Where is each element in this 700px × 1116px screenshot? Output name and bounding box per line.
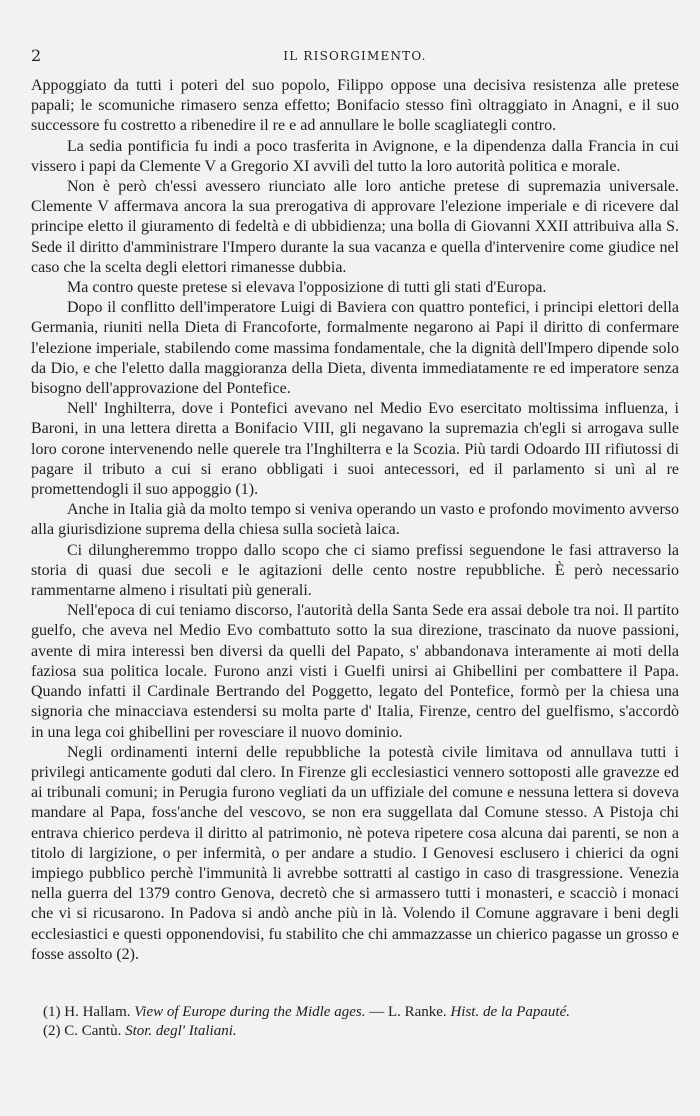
footnote <box>43 1022 679 1041</box>
footnote <box>43 1003 679 1022</box>
paragraph: Appoggiato da tutti i poteri del suo popolo, Filippo oppose una decisiva resistenza alle pretese papali; le scomuniche rimasero senza effetto; Bonifacio stesso finì oltraggiato in Anagni, e il suo successore fu costretto a ribenedire il re e ad annullare le bolle scagliategli contro. <box>31 77 679 135</box>
paragraph: Dopo il conflitto dell'imperatore Luigi di Baviera con quattro pontefici, i principi elettori della Germania, riuniti nella Dieta di Francoforte, formalmente negarono ai Papi il diritto di confermare l'elezione imperiale, stabilendo come massima fondamentale, che la dignità dell'Impero dipende solo da Dio, e che l'eletto dalla maggioranza della Dieta, diventa immediatamente re ed imperatore senza bisogno dell'approvazione del Pontefice. <box>31 299 679 398</box>
page-number: 2 <box>31 46 42 65</box>
footnote-marker: (1) <box>43 1003 61 1020</box>
paragraph: Anche in Italia già da molto tempo si veniva operando un vasto e profondo movimento avverso alla giurisdizione suprema della chiesa sulla società laica. <box>31 501 679 539</box>
footnote-separator: — <box>369 1003 385 1020</box>
footnotes <box>31 1003 679 1041</box>
book-page <box>31 0 679 1116</box>
paragraph: Ma contro queste pretese si elevava l'opposizione di tutti gli stati d'Europa. <box>67 279 547 297</box>
paragraph: Non è però ch'essi avessero riunciato alle loro antiche pretese di supremazia universale. Clemente V affermava ancora la sua prerogativa di approvare l'elezione imperiale e di ricevere dal principe eletto il giuramento di fedeltà e di ubbidienza; una bolla di Giovanni XXII attribuiva alla S. Sede il diritto d'amministrare l'Impero durante la sua vacanza e quella d'intervenire come giudice nel caso che la scelta degli elettori rimanesse dubbia. <box>31 178 679 276</box>
footnote-author: L. Ranke. <box>387 1003 447 1020</box>
footnote-title: View of Europe during the Midle ages. <box>134 1003 366 1020</box>
footnote-author: H. Hallam. <box>64 1003 131 1020</box>
paragraph: Negli ordinamenti interni delle repubbliche la potestà civile limitava od annullava tutti i privilegi anticamente goduti dal clero. In Firenze gli ecclesiastici vennero sottoposti alle gravezze ed ai tribunali comuni; in Perugia furono vegliati da un uffiziale del comune e nessuna lettera si doveva mandare al Papa, foss'anche del vescovo, se non era suggellata dal Comune stesso. A Pistoja chi entrava chierico perdeva il diritto al patrimonio, nè poteva ripetere cosa alcuna dai parenti, se non a titolo di largizione, o per infermità, o per andare a studio. I Genovesi esclusero i chierici da ogni impiego pubblico perchè l'immunità li avrebbe sottratti al castigo in caso di trasgressione. Venezia nella guerra del 1379 contro Genova, decretò che si armassero tutti i monasteri, e scacciò i monaci che vi si ricusarono. In Padova si andò anche più in là. Volendo il Comune aggravare i beni degli ecclesiastici e questi opponendovisi, fu stabilito che chi ammazzasse un chierico pagasse un grosso e fosse assolto (2). <box>31 743 679 963</box>
paragraph: Ci dilungheremmo troppo dallo scopo che ci siamo prefissi seguendone le fasi attraverso la storia di quasi due secoli e le agitazioni delle cento nostre repubbliche. È però necessario rammentarne almeno i risultati più generali. <box>31 541 679 600</box>
footnote-author: C. Cantù. <box>64 1022 122 1039</box>
paragraph: Nell' Inghilterra, dove i Pontefici avevano nel Medio Evo esercitato moltissima influenza, i Baroni, in una lettera diretta a Bonifacio VIII, gli negavano la supremazia ch'egli si arrogava sulle loro corone intervenendo nelle querele tra l'Inghilterra e la Scozia. Più tardi Odoardo III rifiutossi di pagare il tributo a cui si erano obbligati i suoi antecessori, ed il parlamento si unì al re promettendogli il suo appoggio (1). <box>31 400 679 499</box>
page-header <box>31 46 679 76</box>
running-head: IL RISORGIMENTO. <box>283 49 427 63</box>
footnote-title: Stor. degl' Italiani. <box>125 1022 237 1039</box>
footnote-title: Hist. de la Papauté. <box>450 1003 571 1020</box>
body-text <box>31 76 679 965</box>
footnote-marker: (2) <box>43 1022 61 1039</box>
paragraph: Nell'epoca di cui teniamo discorso, l'autorità della Santa Sede era assai debole tra noi. Il partito guelfo, che aveva nel Medio Evo combattuto sotto la sua direzione, trascinato da nuove passioni, avente di mira interessi ben diversi da quelli del Papato, s' abbandonava interamente ai moti della faziosa sua politica locale. Furono anzi visti i Guelfi unirsi ai Ghibellini per combattere il Papa. Quando infatti il Cardinale Bertrando del Poggetto, legato del Pontefice, formò per la chiesa una signoria che minacciava estendersi su molta parte d' Italia, Firenze, centro del guelfismo, s'accordò in una lega coi ghibellini per rovesciare il nuovo dominio. <box>31 602 679 741</box>
paragraph: La sedia pontificia fu indi a poco trasferita in Avignone, e la dipendenza dalla Francia in cui vissero i papi da Clemente V a Gregorio XI avvilì del tutto la loro autorità politica e morale. <box>31 137 679 175</box>
